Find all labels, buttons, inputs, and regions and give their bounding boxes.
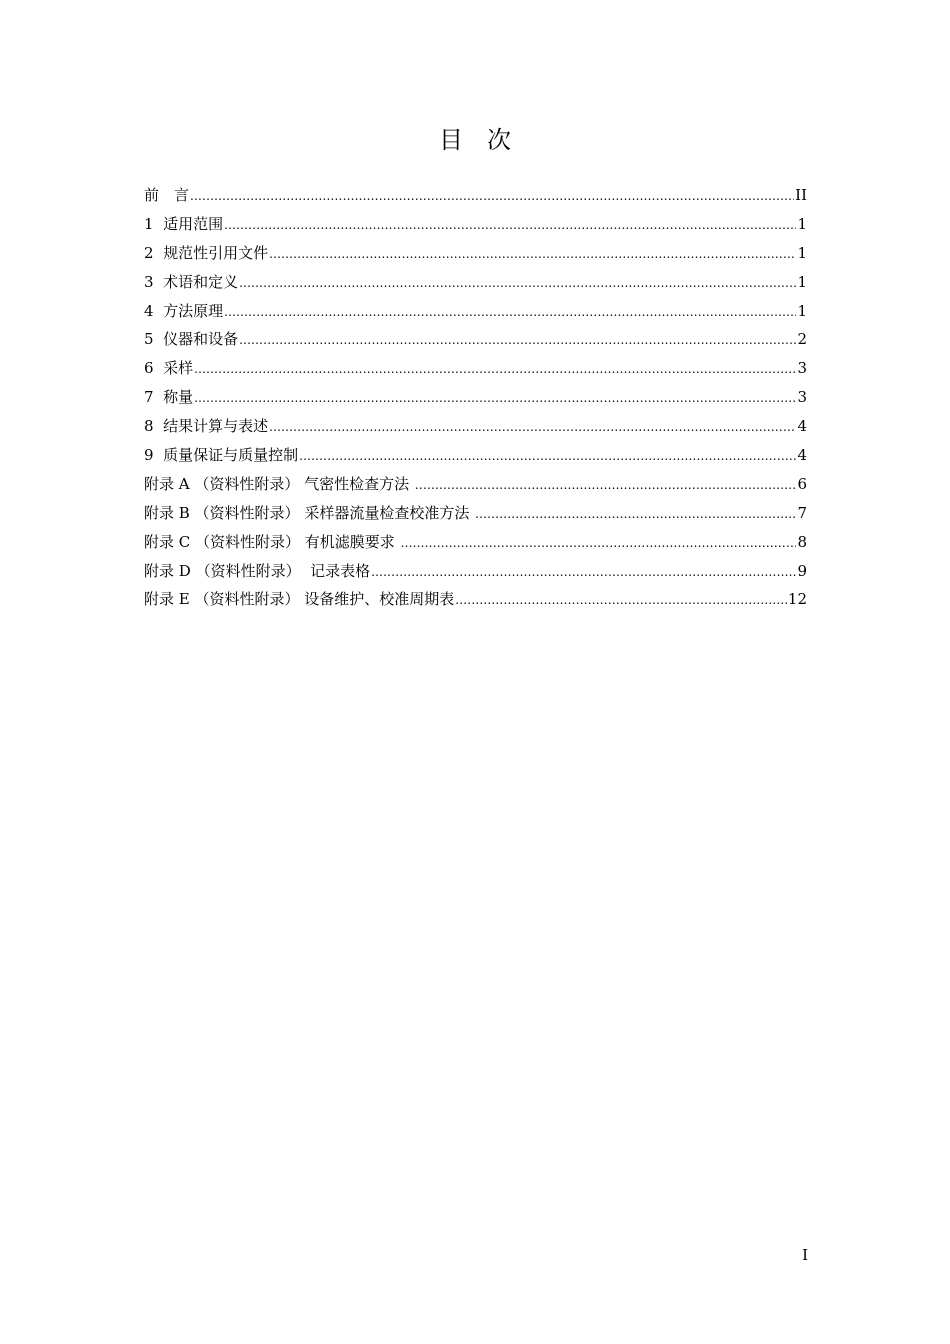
toc-entry-label: 附录 D （资料性附录） 记录表格 bbox=[144, 561, 371, 580]
table-of-contents bbox=[144, 181, 807, 614]
toc-entry-section-6[interactable] bbox=[144, 354, 807, 383]
toc-dot-leader bbox=[269, 240, 796, 269]
toc-entry-label: 前 言 bbox=[144, 186, 190, 204]
toc-entry-appendix-e[interactable] bbox=[144, 585, 807, 614]
toc-entry-page: 3 bbox=[797, 359, 807, 378]
toc-dot-leader bbox=[224, 211, 796, 240]
toc-entry-page: 7 bbox=[797, 503, 807, 522]
toc-entry-label: 8 结果计算与表述 bbox=[144, 417, 269, 436]
toc-entry-label: 附录 C （资料性附录） 有机滤膜要求 bbox=[144, 532, 400, 551]
toc-entry-page: 2 bbox=[797, 330, 807, 349]
toc-dot-leader bbox=[239, 326, 796, 355]
toc-entry-section-4[interactable] bbox=[144, 297, 807, 326]
toc-dot-leader bbox=[401, 529, 797, 558]
toc-entry-section-5[interactable] bbox=[144, 325, 807, 354]
toc-entry-page: 1 bbox=[797, 272, 807, 291]
toc-entry-label: 附录 A （资料性附录） 气密性检查方法 bbox=[144, 474, 414, 493]
toc-dot-leader bbox=[190, 182, 794, 211]
toc-entry-page: 1 bbox=[797, 243, 807, 262]
toc-entry-label: 2 规范性引用文件 bbox=[144, 243, 269, 262]
toc-entry-appendix-b[interactable] bbox=[144, 499, 807, 528]
toc-entry-page: 1 bbox=[797, 214, 807, 233]
toc-entry-section-8[interactable] bbox=[144, 412, 807, 441]
toc-entry-label: 7 称量 bbox=[144, 388, 194, 407]
toc-entry-section-2[interactable] bbox=[144, 239, 807, 268]
toc-entry-appendix-a[interactable] bbox=[144, 470, 807, 499]
toc-entry-label: 附录 E （资料性附录） 设备维护、校准周期表 bbox=[144, 590, 455, 609]
toc-dot-leader bbox=[371, 558, 796, 587]
toc-entry-page: 8 bbox=[797, 532, 807, 551]
toc-entry-section-3[interactable] bbox=[144, 268, 807, 297]
toc-dot-leader bbox=[299, 442, 796, 471]
toc-entry-label: 1 适用范围 bbox=[144, 214, 224, 233]
toc-dot-leader bbox=[224, 298, 796, 327]
toc-entry-label: 3 术语和定义 bbox=[144, 272, 239, 291]
toc-entry-section-9[interactable] bbox=[144, 441, 807, 470]
toc-entry-page: 3 bbox=[797, 388, 807, 407]
toc-entry-label: 9 质量保证与质量控制 bbox=[144, 446, 299, 465]
toc-entry-label: 5 仪器和设备 bbox=[144, 330, 239, 349]
toc-dot-leader bbox=[239, 269, 796, 298]
toc-entry-section-7[interactable] bbox=[144, 383, 807, 412]
toc-dot-leader bbox=[455, 586, 787, 615]
page-title: 目 次 bbox=[439, 126, 511, 154]
toc-entry-page: 4 bbox=[797, 417, 807, 436]
toc-entry-page: II bbox=[795, 186, 807, 204]
toc-entry-page: 9 bbox=[797, 561, 807, 580]
toc-dot-leader bbox=[194, 384, 796, 413]
toc-entry-page: 12 bbox=[787, 590, 807, 609]
toc-entry-label: 附录 B （资料性附录） 采样器流量检查校准方法 bbox=[144, 503, 475, 522]
toc-entry-section-1[interactable] bbox=[144, 210, 807, 239]
toc-entry-appendix-d[interactable] bbox=[144, 557, 807, 586]
toc-entry-label: 6 采样 bbox=[144, 359, 194, 378]
toc-entry-preface[interactable] bbox=[144, 181, 807, 210]
toc-dot-leader bbox=[475, 500, 796, 529]
toc-dot-leader bbox=[269, 413, 796, 442]
toc-entry-label: 4 方法原理 bbox=[144, 301, 224, 320]
toc-entry-appendix-c[interactable] bbox=[144, 528, 807, 557]
page-number: I bbox=[802, 1246, 808, 1264]
toc-entry-page: 1 bbox=[797, 301, 807, 320]
toc-entry-page: 4 bbox=[797, 446, 807, 465]
toc-dot-leader bbox=[415, 471, 797, 500]
toc-entry-page: 6 bbox=[797, 474, 807, 493]
toc-dot-leader bbox=[194, 355, 796, 384]
